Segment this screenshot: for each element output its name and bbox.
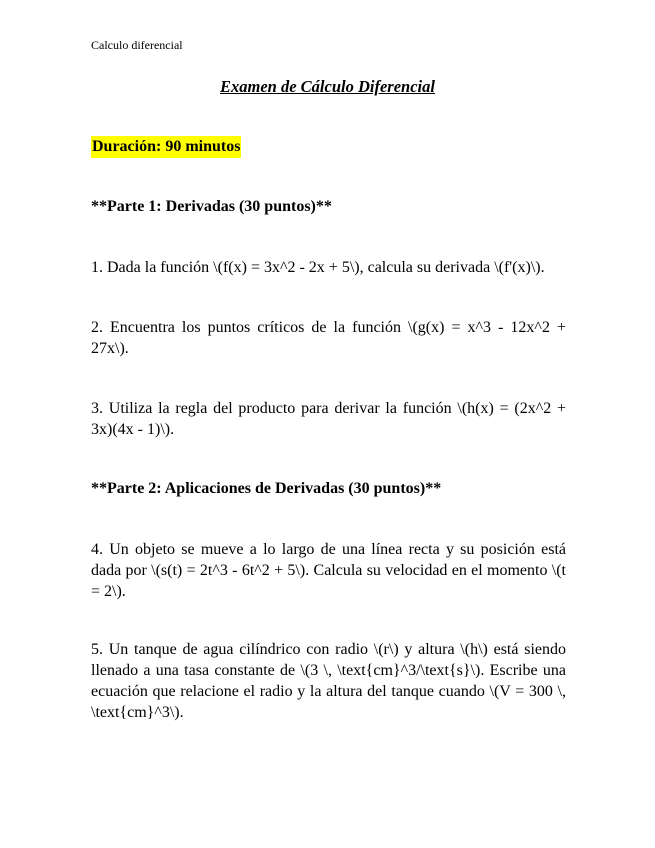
running-header: Calculo diferencial [91, 38, 183, 52]
question-5: 5. Un tanque de agua cilíndrico con radio \(r\) y altura \(h\) está siendo llenado a una tasa constante de \(3 \, \text{cm}^3/\text{s}\). Escribe una ecuación que relacione el radio y la altura del tanque cuando \(V = 300 \, \text{cm}^3\). [91, 641, 566, 721]
question-3: 3. Utiliza la regla del producto para derivar la función \(h(x) = (2x^2 + 3x)(4x - 1)\). [91, 400, 566, 438]
question-4: 4. Un objeto se mueve a lo largo de una línea recta y su posición está dada por \(s(t) = 2t^3 - 6t^2 + 5\). Calcula su velocidad en el momento \(t = 2\). [91, 541, 566, 600]
question-2: 2. Encuentra los puntos críticos de la función \(g(x) = x^3 - 12x^2 + 27x\). [91, 319, 566, 357]
exam-title: Examen de Cálculo Diferencial [220, 77, 435, 96]
question-1: 1. Dada la función \(f(x) = 3x^2 - 2x + 5\), calcula su derivada \(f'(x)\). [91, 259, 545, 276]
part1-heading: **Parte 1: Derivadas (30 puntos)** [91, 198, 332, 215]
part2-heading: **Parte 2: Aplicaciones de Derivadas (30 puntos)** [91, 480, 442, 497]
duration-highlight: Duración: 90 minutos [91, 136, 241, 158]
